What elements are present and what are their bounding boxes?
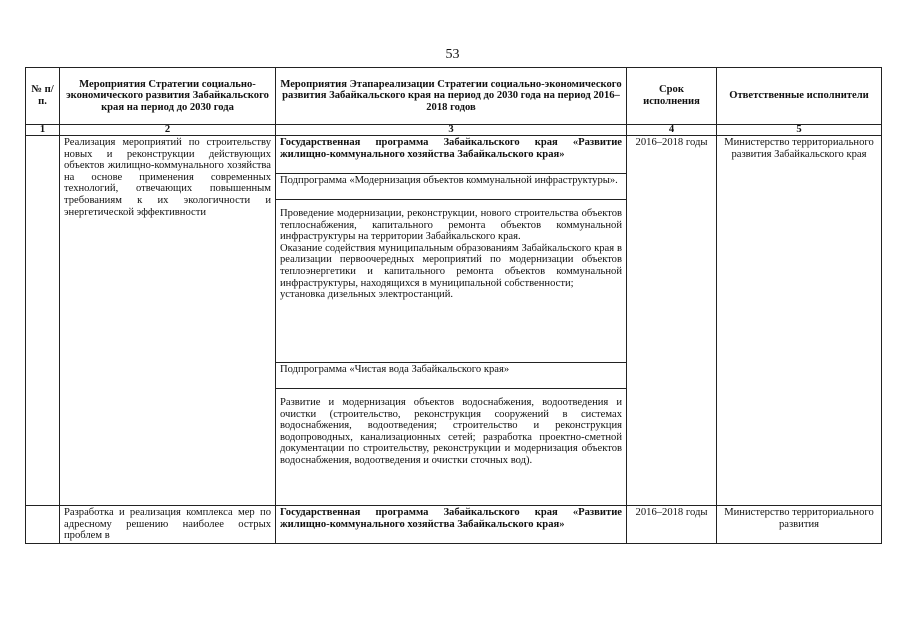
header-num: № п/п. (26, 68, 60, 125)
col-number: 1 (26, 125, 60, 136)
subprogram-title: Подпрограмма «Модернизация объектов коммунальной инфраструктуры». (276, 174, 626, 200)
header-responsible: Ответственные исполнители (717, 68, 882, 125)
subprogram-measures: Развитие и модернизация объектов водоснабжения, водоотведения и очистки (строительство, реконструкция сооружений в системах водоснабжения, водоотведения; строительство и реконструкция водопроводных, канализационных сетей; разработка проектно-сметной документации по строительству, реконструкции и модернизация объектов водоснабжения, водоотведения и очистки сточных вод). (280, 397, 622, 466)
col-number: 3 (276, 125, 627, 136)
row-strategy (60, 506, 276, 544)
measures-text: Проведение модернизации, реконструкции, нового строительства объектов теплоснабжения, капитального ремонта объектов коммунальной инфраструктуры на территории Забайкальского края. (280, 208, 622, 243)
row-num (26, 506, 60, 544)
header-strategy: Мероприятия Стратегии социально-экономического развития Забайкальского края на период до 2030 года (60, 68, 276, 125)
row-term: 2016–2018 годы (627, 506, 717, 544)
row-responsible: Министерство территориального развития Забайкальского края (717, 136, 882, 506)
table-row (26, 506, 882, 544)
col-number: 2 (60, 125, 276, 136)
row-strategy: Реализация мероприятий по строительству новых и реконструкции действующих объектов жилищно-коммунального хозяйства на основе применения современных технологий, отвечающих повышенным требованиям к их экологичности и энергетической эффективности (60, 136, 276, 506)
measures-text: установка дизельных электростанций. (280, 289, 454, 301)
header-stage: Мероприятия Этапареализации Стратегии социально-экономического развития Забайкальского края на период до 2030 года на период 2016–2018 годов (276, 68, 627, 125)
row-stage (276, 136, 627, 506)
col-number: 5 (717, 125, 882, 136)
measures-text: Оказание содействия муниципальным образованиям Забайкальского края в реализации первоочередных мероприятий по модернизации объектов теплоэнергетики и капитального ремонта объектов коммунальной инфраструктуры, находящихся в муниципальной собственности; (280, 242, 622, 289)
subprogram-measures (276, 200, 626, 363)
subprogram-title: Подпрограмма «Чистая вода Забайкальского края» (276, 363, 626, 389)
col-number: 4 (627, 125, 717, 136)
strategy-table (25, 67, 882, 544)
row-program: Государственная программа Забайкальского края «Развитие жилищно-коммунального хозяйства Забайкальского края» (276, 506, 627, 544)
row-responsible: Министерство территориального развития (717, 506, 882, 544)
row-term: 2016–2018 годы (627, 136, 717, 506)
table-header-row (26, 68, 882, 125)
page-number: 53 (445, 47, 460, 62)
table-row (26, 136, 882, 506)
header-term: Срок исполнения (627, 68, 717, 125)
column-number-row (26, 125, 882, 136)
program-title: Государственная программа Забайкальского края «Развитие жилищно-коммунального хозяйства Забайкальского края» (276, 136, 626, 174)
row-strategy-text: Разработка и реализация комплекса мер по адресному решению наиболее острых проблем в (64, 507, 271, 542)
row-num (26, 136, 60, 506)
